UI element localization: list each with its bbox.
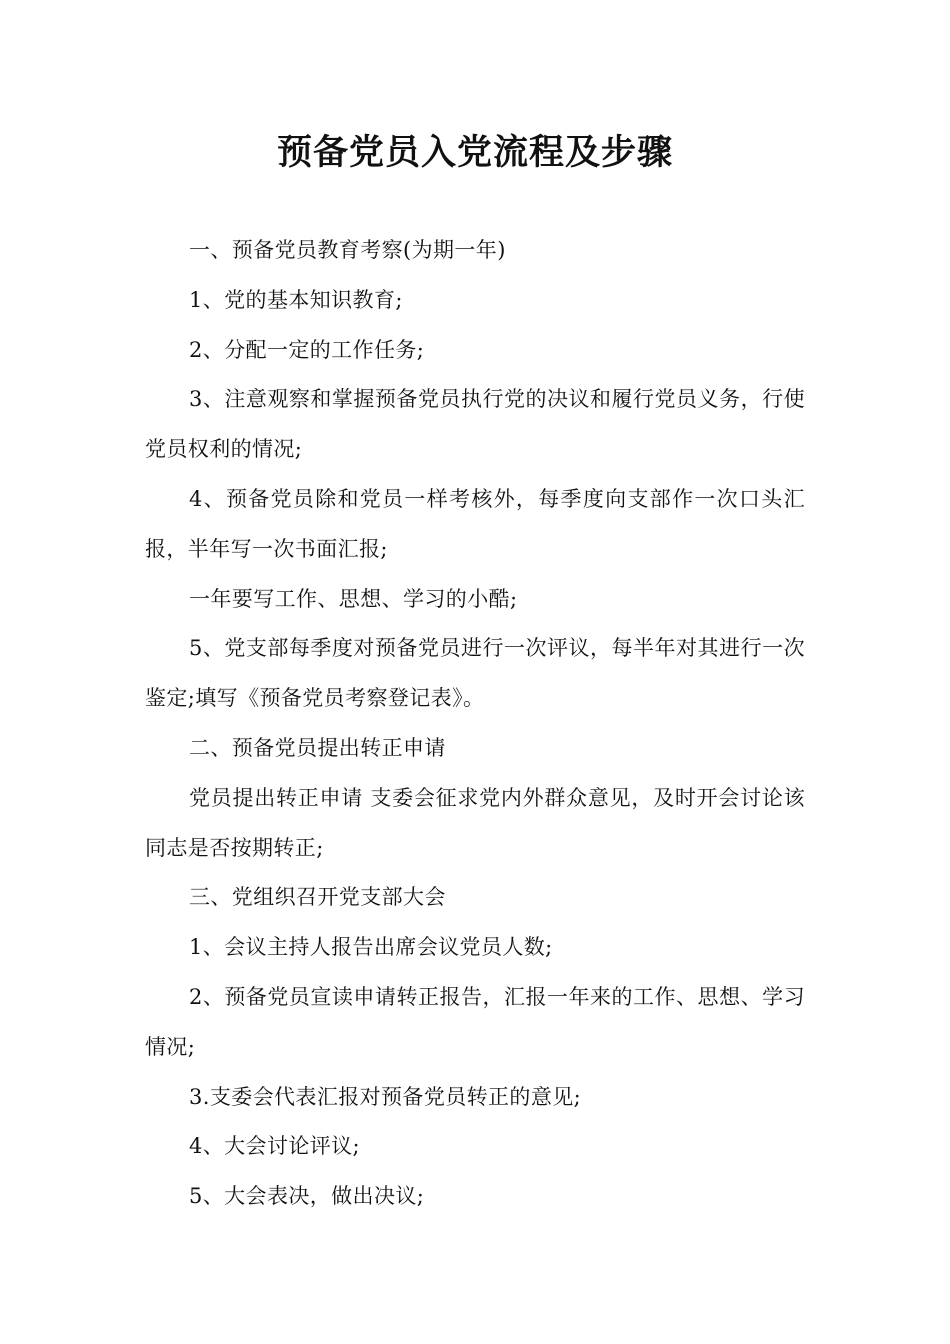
document-title: 预备党员入党流程及步骤 (276, 133, 673, 173)
paragraph-6: 一年要写工作、思想、学习的小酷; (189, 586, 518, 611)
document-body (145, 226, 805, 1222)
paragraph-13: 3.支委会代表汇报对预备党员转正的意见; (189, 1084, 582, 1109)
paragraph-3: 2、分配一定的工作任务; (189, 337, 425, 362)
paragraph-11: 1、会议主持人报告出席会议党员人数; (189, 935, 553, 960)
paragraph-1: 一、预备党员教育考察(为期一年) (189, 238, 506, 262)
paragraph-14: 4、大会讨论评议; (189, 1134, 361, 1159)
paragraph-2: 1、党的基本知识教育; (189, 287, 403, 312)
paragraph-15: 5、大会表决，做出决议; (189, 1184, 425, 1209)
paragraph-4: 3、注意观察和掌握预备党员执行党的决议和履行党员义务，行使党员权利的情况; (145, 387, 805, 462)
paragraph-9: 党员提出转正申请 支委会征求党内外群众意见，及时开会讨论该同志是否按期转正; (145, 785, 805, 860)
paragraph-12: 2、预备党员宣读申请转正报告，汇报一年来的工作、思想、学习情况; (145, 984, 805, 1059)
paragraph-7: 5、党支部每季度对预备党员进行一次评议，每半年对其进行一次鉴定;填写《预备党员考察登记表》。 (145, 636, 805, 711)
paragraph-5: 4、预备党员除和党员一样考核外，每季度向支部作一次口头汇报，半年写一次书面汇报; (145, 486, 805, 561)
paragraph-10: 三、党组织召开党支部大会 (189, 885, 446, 910)
paragraph-8: 二、预备党员提出转正申请 (189, 735, 446, 760)
